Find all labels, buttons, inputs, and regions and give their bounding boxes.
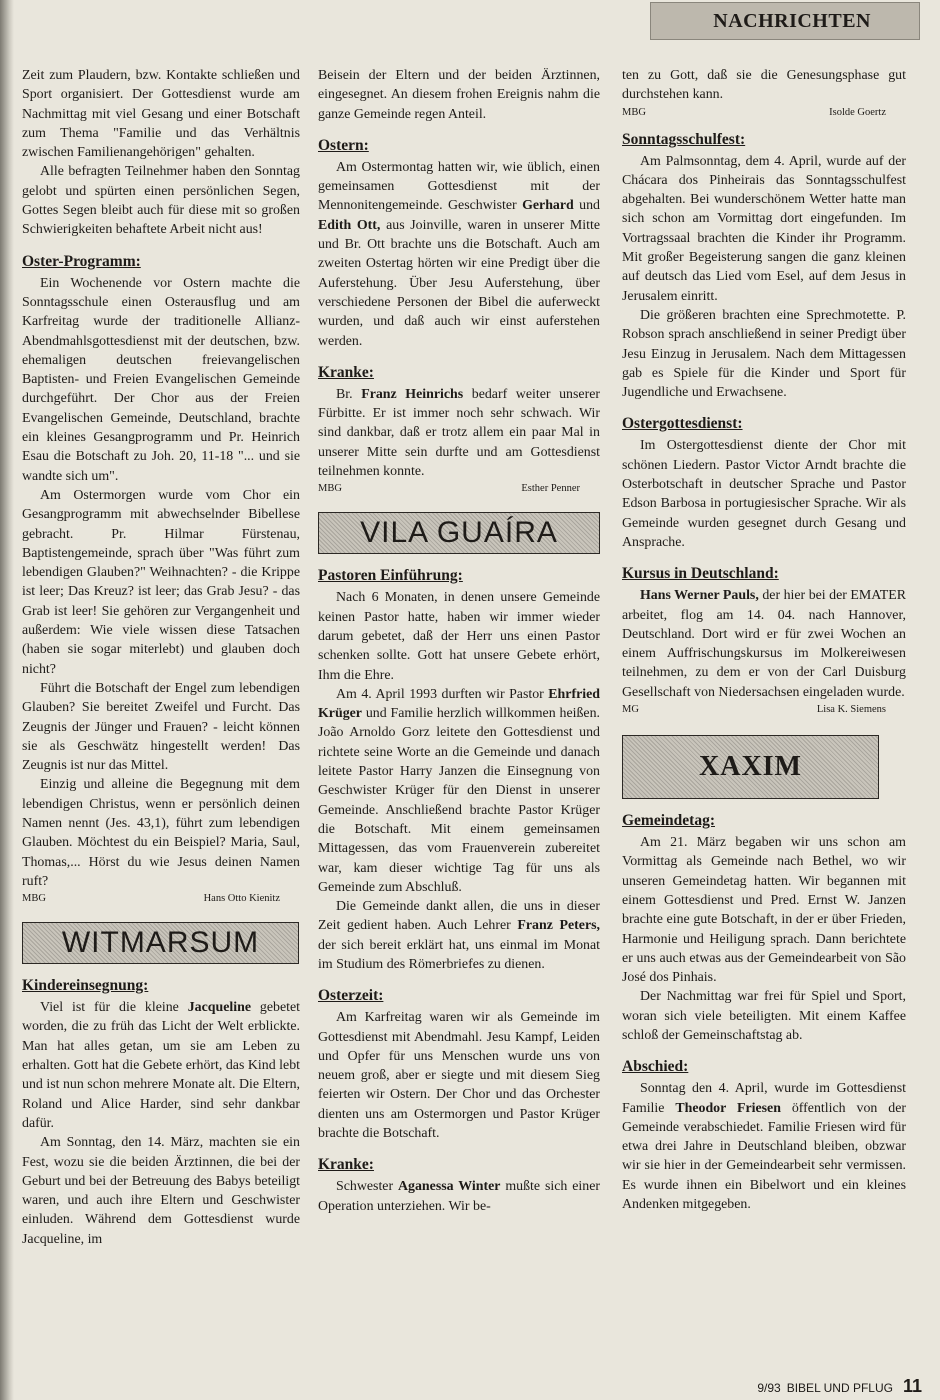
paragraph: Nach 6 Monaten, in denen unsere Gemeinde keinen Pastor hatte, haben wir immer wieder darum gebetet, daß der Herr uns einen Pastor schenken sollte. Gott hat unsere Gebete erhört, Ihm die Ehre. xyxy=(318,590,600,683)
name-bold: Franz Peters, xyxy=(517,918,600,934)
signature xyxy=(318,483,600,494)
name-bold: Edith Ott, xyxy=(318,217,381,233)
paragraph: Am 4. April 1993 durften wir Pastor Ehrfried Krüger und Familie herzlich willkommen heißen. João Arnoldo Gorz leitete den Gottesdienst und richtete seine Worte an die Gemeinde und danach leitete Pastor Harry Janzen die Einsegnung von Geschwister Krüger für den Dienst in unserer Gemeinde. Anschließend brachte Pastor Krüger die Botschaft. Mit einem gemeinsamen Mittagessen, das vom Frauenverein zubereitet war, kam dieser wichtige Tag für uns als Gemeinde zum Abschluß. xyxy=(318,686,600,895)
section-tag: NACHRICHTEN xyxy=(650,2,920,40)
section-heading: Ostern: xyxy=(318,136,369,154)
paragraph: Beisein der Eltern und der beiden Ärztinnen, eingesegnet. An diesem frohen Ereignis nahm die ganze Gemeinde regen Anteil. xyxy=(318,68,600,122)
name-bold: Franz Heinrichs xyxy=(361,386,464,402)
paragraph: Am Ostermontag hatten wir, wie üblich, einen gemeinsamen Gottesdienst mit der Mennonitengemeinde. Geschwister Gerhard und Edith Ott, aus Joinville, waren in unserer Mitte und Br. Ott brachte uns die Botschaft. Auch am zweiten Ostertag hörten wir eine Predigt über die Auferstehung. Über Jesu Auferstehung, über verschiedene Personen der Bibel die auferweckt wurden, und daß auch wir einst auferstehen werden. xyxy=(318,159,600,349)
paragraph: Die größeren brachten eine Sprechmotette. P. Robson sprach anschließend in seiner Predigt über Jesu Einzug in Jerusalem. Nach dem Mittagessen gab es Spiele für die Kinder und Sport für Jugendliche und Erwachsene. xyxy=(622,307,906,401)
section-heading: Ostergottesdienst: xyxy=(622,415,743,433)
name-bold: Jacqueline xyxy=(187,1000,251,1016)
paragraph: Führt die Botschaft der Engel zum lebendigen Glauben? Sie bereitet Zweifel und Furcht. Das Zeugnis der Jünger und Frauen? - leicht können sie als Geschwätz hingestellt werden! Das Zeugnis ist nur das Mittel. xyxy=(22,680,300,774)
section-heading: Kranke: xyxy=(318,363,374,381)
name-bold: Gerhard xyxy=(522,198,574,214)
section-heading: Gemeindetag: xyxy=(622,812,715,830)
signature-author: Hans Otto Kienitz xyxy=(203,893,280,905)
name-bold: Ehrfried Krüger xyxy=(318,686,600,722)
paragraph: Der Nachmittag war frei für Spiel und Sport, woran sich viele beteiligten. Mit einem Kaffee schloß der Gemeinschaftstag ab. xyxy=(622,989,906,1043)
column-2 xyxy=(318,66,600,1216)
section-heading: Osterzeit: xyxy=(318,987,384,1005)
paragraph: Zeit zum Plaudern, bzw. Kontakte schließen und Sport organisiert. Der Gottesdienst wurde am Nachmittag mit viel Gesang und einer Botschaft zum Thema "Familie und das Verhältnis zwischen Familienangehörigen" gehalten. xyxy=(22,68,300,161)
paragraph: Im Ostergottesdienst diente der Chor mit schönen Liedern. Pastor Victor Arndt brachte die Osterbotschaft in deutscher Sprache und Pastor Edson Barbosa in portugiesischer Sprache. Wir als Gemeinde wurden gesegnet durch Gesang und Ansprache. xyxy=(622,438,906,550)
section-heading: Kursus in Deutschland: xyxy=(622,565,779,583)
paragraph: Br. Franz Heinrichs bedarf weiter unserer Fürbitte. Er ist immer noch sehr schwach. Wir sind dankbar, daß er trotz allem ein paar Mal in unserer Mitte sein durfte und am Gottesdienst teilnehmen konnte. xyxy=(318,386,600,480)
section-heading: Kranke: xyxy=(318,1156,374,1174)
paragraph: Am 21. März begaben wir uns schon am Vormittag als Gemeinde nach Bethel, wo wir unseren Gemeindetag hatten. Wir begannen mit einem Gottesdienst und Pred. Ernst W. Janzen brachte eine gute Botschaft, in der er über Frieden, Harmonie und Heiligung sprach. Dann berichtete er uns auch etwas aus der Gemeindearbeit von São José dos Pinhais. xyxy=(622,835,906,986)
paragraph: Schwester Aganessa Winter mußte sich einer Operation unterziehen. Wir be- xyxy=(318,1179,600,1214)
location-banner-witmarsum: WITMARSUM xyxy=(22,922,299,964)
column-3 xyxy=(622,66,906,1214)
section-heading: Kindereinsegnung: xyxy=(22,977,149,995)
column-1 xyxy=(22,66,300,1249)
signature xyxy=(622,704,906,715)
page-footer xyxy=(757,1376,922,1397)
paragraph: Sonntag den 4. April, wurde im Gottesdienst Familie Theodor Friesen öffentlich von der Gemeinde verabschiedet. Familie Friesen wird für etwa drei Jahre in Deutschland bleiben, obzwar wir sie hier in der Gemeindearbeit sehr vermissen. Es wurde ihnen ein Bibelwort und ein kleines Andenken mitgegeben. xyxy=(622,1081,906,1213)
location-banner-xaxim: XAXIM xyxy=(622,735,879,799)
name-bold: Theodor Friesen xyxy=(675,1100,781,1116)
signature xyxy=(22,893,300,904)
section-heading: Sonntagsschulfest: xyxy=(622,130,746,148)
name-bold: Aganessa Winter xyxy=(398,1179,501,1195)
name-bold: Hans Werner Pauls, xyxy=(640,588,759,604)
section-heading: Pastoren Einführung: xyxy=(318,567,463,585)
paragraph: Am Ostermorgen wurde vom Chor ein Gesangprogramm mit abwechselnder Bibellese gebracht. Pr. Hilmar Fürstenau, Baptistengemeinde, sprach über "Was führt zum lebendigen Glauben?" Weihnachten? - die Krippe ist leer; Das Kreuz? ist leer; das Grab Jesu? - das Grab ist leer! Sie gehören zur Vergangenheit und außerdem: Wie viele wissen diese Tatsachen (haben sie sogar miterlebt) und glauben doch nicht? xyxy=(22,487,300,677)
paragraph: Am Karfreitag waren wir als Gemeinde im Gottesdienst mit Abendmahl. Jesu Kampf, Leiden und Opfer für uns Menschen wurde uns von neuem groß, aber er siegte und mit diesem Sieg feierten wir Ostern. Der Chor und das Orchester dienten uns am Ostermorgen und Pastor Krüger brachte die Botschaft. xyxy=(318,1010,600,1142)
signature-abbr: MG xyxy=(622,704,639,716)
signature-abbr: MBG xyxy=(318,483,342,495)
signature xyxy=(622,107,906,118)
paragraph: Ein Wochenende vor Ostern machte die Sonntagsschule einen Osterausflug und am Karfreitag wurde der traditionelle Allianz-Abendmahlsgottesdienst mit der deutschen, bzw. ehemaligen deutschen freievangelischen Baptisten- und Freien Evangelischen Gemeinde durchgeführt. Der Chor aus der Freien Evangelischen Gemeinde, Deutschland, brachte ein kleines Gesangprogramm und Pr. Heinrich Esau die Botschaft zu Joh. 20, 11-18 "... und sie wandte sich um". xyxy=(22,275,300,484)
paragraph: Einzig und alleine die Begegnung mit dem lebendigen Christus, wenn er persönlich deinen Namen nennt (Jes. 43,1), führt zum lebendigen Glauben. Möchtest du ein Beispiel? Maria, Saul, Thomas,... Hörst du wie Jesus deinen Namen ruft? xyxy=(22,777,300,889)
paragraph: Am Palmsonntag, dem 4. April, wurde auf der Chácara dos Pinheirais das Sonntagsschulfest abgehalten. Bei wunderschönem Wetter hatte man sich schon am Vormittag dort eingefunden. Im Vortragssaal brachten die Kinder ihr Programm. Mit großer Begeisterung sangen die ganz kleinen auf deutsch das Lied vom Esel, auf dem Jesus in Jerusalem einritt. xyxy=(622,153,906,304)
section-heading: Oster-Programm: xyxy=(22,252,141,270)
binding-shadow xyxy=(0,0,14,1400)
page-number: 11 xyxy=(902,1376,922,1396)
section-heading: Abschied: xyxy=(622,1058,689,1076)
signature-author: Esther Penner xyxy=(521,483,580,495)
location-banner-vila-guaira: VILA GUAÍRA xyxy=(318,512,600,554)
paragraph: Viel ist für die kleine Jacqueline gebetet worden, die zu früh das Licht der Welt erblickte. Man hat alles getan, um sie am Leben zu erhalten. Gott hat die Gebete erhört, das Kind lebt und ist nun schon mehrere Monate alt. Die Eltern, Roland und Alice Harder, sind sehr dankbar dafür. xyxy=(22,1000,300,1131)
paragraph: Die Gemeinde dankt allen, die uns in dieser Zeit gedient haben. Auch Lehrer Franz Peters, der sich bereit erklärt hat, uns einmal im Monat im Studium des Römerbriefes zu dienen. xyxy=(318,899,600,972)
paragraph: Am Sonntag, den 14. März, machten sie ein Fest, wozu sie die beiden Ärztinnen, die bei der Geburt und bei der Betreuung des Babys beteiligt waren, und auch ihre Eltern und Geschwister einluden. Während dem Gottesdienst wurde Jacqueline, im xyxy=(22,1135,300,1247)
magazine-name: BIBEL UND PFLUG xyxy=(786,1381,893,1395)
signature-abbr: MBG xyxy=(622,106,646,118)
signature-abbr: MBG xyxy=(22,893,46,905)
paragraph: ten zu Gott, daß sie die Genesungsphase gut durchstehen kann. xyxy=(622,68,906,103)
issue-number: 9/93 xyxy=(757,1381,781,1395)
paragraph: Alle befragten Teilnehmer haben den Sonntag gelobt und spürten einen persönlichen Segen, Gottes Segen bleibt auch für diese mit so großen Schwierigkeiten behaftete Arbeit nicht aus! xyxy=(22,164,300,238)
signature-author: Isolde Goertz xyxy=(829,106,886,118)
paragraph: Hans Werner Pauls, der hier bei der EMATER arbeitet, flog am 14. 04. nach Hannover, Deutschland. Dort wird er für zwei Wochen an einem Auffrischungskursus im Molkereiwesen teilnehmen, zu dem er von der Carl Duisburg Gesellschaft von Niedersachsen eingeladen wurde. xyxy=(622,588,906,700)
signature-author: Lisa K. Siemens xyxy=(816,704,886,716)
